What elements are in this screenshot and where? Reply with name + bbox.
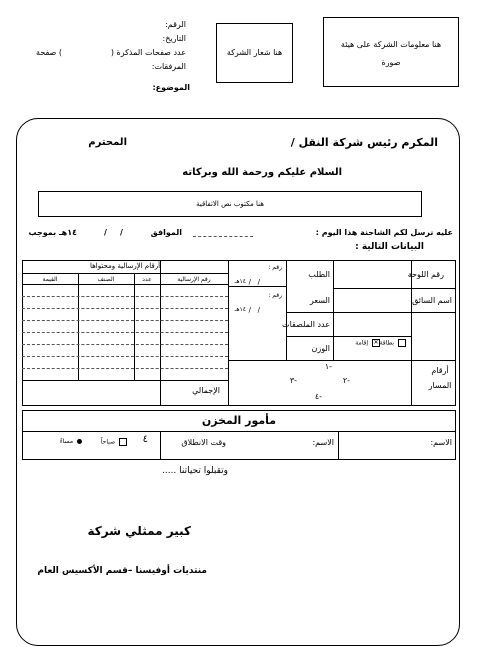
total-label: الإجمالي — [192, 386, 220, 395]
intro-hijri: ١٤هـ بموجب — [28, 228, 77, 237]
route-label-2: المسار — [428, 381, 452, 390]
am-checkbox[interactable] — [119, 438, 127, 446]
logo-box — [216, 23, 293, 83]
pages-label: عدد صفحات المذكرة ( — [110, 48, 186, 57]
name-label-1: الاسم: — [430, 438, 452, 447]
pm-checkbox[interactable] — [77, 439, 82, 444]
identity-label: إقامة — [355, 339, 369, 347]
col-count: عدد — [142, 276, 152, 283]
number-label-2: رقم : — [268, 292, 282, 299]
intro-text: عليه نرسل لكم الشاحنة هذا اليوم : — [315, 228, 453, 237]
sticker-count-label: عدد الملصقات — [282, 320, 330, 329]
pages-suffix: ) صفحة — [36, 48, 62, 57]
intro-date: الموافق — [150, 228, 182, 237]
company-info-box — [323, 17, 459, 87]
name-label-2: الاسم: — [312, 438, 334, 447]
number-label-1: رقم : — [268, 264, 282, 271]
identity-option[interactable] — [355, 339, 380, 347]
request-label: الطلب — [308, 270, 330, 279]
regards-text: وتقبلوا تحياتنا ..... — [161, 466, 228, 476]
date-hijri-1: ١٤هـ — [234, 278, 246, 285]
subject-label: الموضوع: — [152, 83, 190, 92]
pm-option[interactable] — [60, 438, 82, 445]
data-title: البيانات التالية : — [355, 242, 424, 252]
pm-label: مساءً — [59, 438, 74, 445]
route-item-4: -٤ — [314, 392, 322, 401]
date-label: التاريخ: — [162, 34, 186, 43]
weight-label: الوزن — [311, 344, 330, 353]
route-item-1: -١ — [324, 362, 332, 371]
col-value: القيمة — [42, 276, 58, 283]
card-label: بطاقة — [379, 339, 395, 347]
card-checkbox[interactable] — [398, 339, 406, 347]
ref-label: الرقم: — [165, 20, 186, 29]
am-option[interactable] — [101, 438, 127, 446]
route-item-2: -٢ — [342, 376, 350, 385]
signer-title: كبير ممثلي شركة — [87, 524, 191, 538]
attachments-label: المرفقات: — [151, 62, 186, 71]
footer-text: منتديات أوفيسنا –قسم الأكسيس العام — [37, 566, 207, 576]
date-hijri-2: ١٤هـ — [234, 306, 246, 313]
price-label: السعر — [309, 296, 330, 305]
shipment-title: أرقام الإرسالية ومحتواها — [89, 262, 161, 270]
am-label: صباحاً — [100, 438, 116, 446]
depart-time-label: وقت الانطلاق — [181, 438, 226, 447]
company-info-line2: صورة — [381, 58, 401, 67]
route-label-1: أرقام — [431, 366, 449, 375]
addressee: المكرم رئيس شركة النقل / — [290, 136, 438, 149]
agreement-box — [38, 191, 422, 217]
card-option[interactable] — [380, 339, 406, 347]
agreement-text: هنا مكتوب نص الاتفاقية — [196, 200, 264, 208]
greeting: السلام عليكم ورحمة الله وبركاته — [182, 167, 342, 178]
col-shipment-no: رقم الإرسالية — [177, 276, 211, 283]
plate-label: رقم اللوحة — [407, 270, 444, 279]
col-item: الصنف — [97, 276, 115, 283]
warehouse-title: مأمور المخزن — [201, 414, 277, 427]
driver-label: اسم السائق — [412, 296, 452, 305]
company-info-line1: هنا معلومات الشركة على هيئة — [340, 40, 442, 49]
depart-clock: ٤ — [142, 434, 148, 445]
identity-checkbox[interactable]: ✕ — [373, 339, 379, 346]
honorific: المحترم — [88, 137, 127, 148]
route-item-3: -٣ — [289, 376, 297, 385]
logo-text: هنا شعار الشركة — [226, 48, 283, 57]
